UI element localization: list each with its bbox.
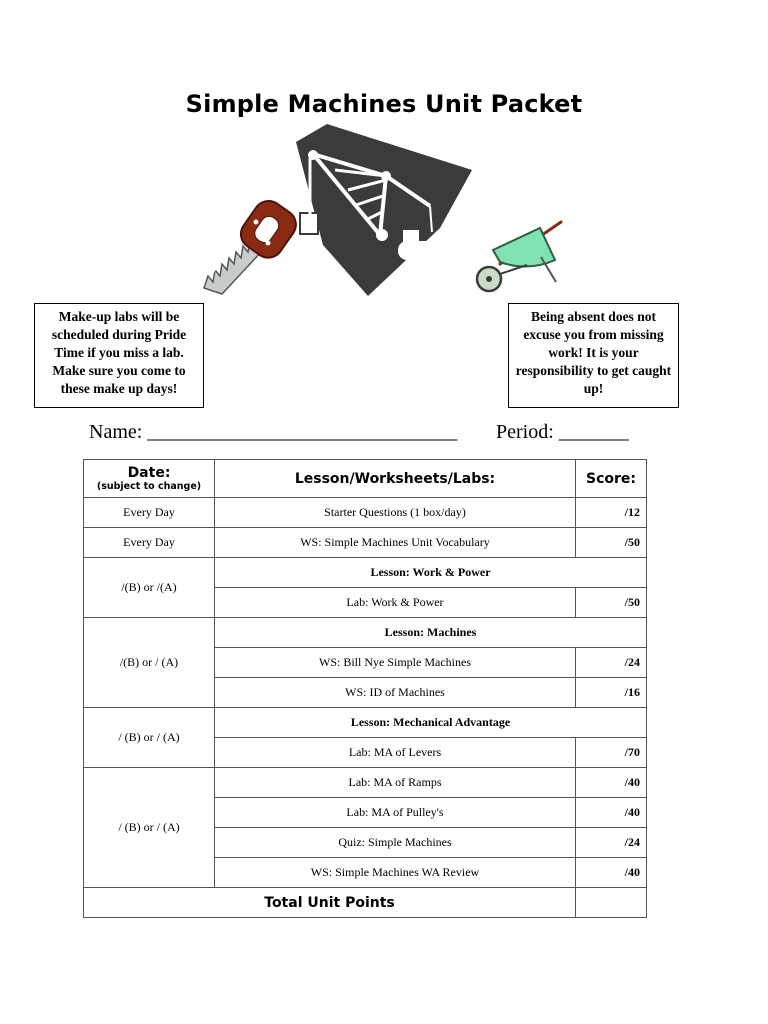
clipart-group xyxy=(0,0,768,300)
total-label-cell: Total Unit Points xyxy=(84,888,576,918)
lesson-heading-cell: Lesson: Work & Power xyxy=(215,558,647,588)
date-cell: Every Day xyxy=(84,528,215,558)
table-row xyxy=(84,708,647,738)
item-cell: Lab: MA of Levers xyxy=(215,738,576,768)
item-cell: WS: Bill Nye Simple Machines xyxy=(215,648,576,678)
table-row xyxy=(84,528,647,558)
total-row xyxy=(84,888,647,918)
score-cell: /16 xyxy=(576,678,647,708)
score-cell: /50 xyxy=(576,528,647,558)
score-cell: /50 xyxy=(576,588,647,618)
score-cell: /40 xyxy=(576,858,647,888)
score-cell: /12 xyxy=(576,498,647,528)
table-header-row xyxy=(84,460,647,498)
date-header-label: Date: xyxy=(127,464,171,481)
date-cell: / (B) or / (A) xyxy=(84,708,215,768)
score-cell: /40 xyxy=(576,768,647,798)
item-cell: Lab: MA of Ramps xyxy=(215,768,576,798)
item-cell: Starter Questions (1 box/day) xyxy=(215,498,576,528)
score-cell: /70 xyxy=(576,738,647,768)
table-row xyxy=(84,558,647,588)
date-column-header xyxy=(84,460,215,498)
item-cell: WS: Simple Machines Unit Vocabulary xyxy=(215,528,576,558)
item-cell: Lab: MA of Pulley's xyxy=(215,798,576,828)
item-cell: Quiz: Simple Machines xyxy=(215,828,576,858)
item-cell: WS: ID of Machines xyxy=(215,678,576,708)
absence-note: Being absent does not excuse you from missing work! It is your responsibility to get caught up! xyxy=(508,303,679,408)
page-title: Simple Machines Unit Packet xyxy=(185,90,583,118)
score-cell: /40 xyxy=(576,798,647,828)
item-cell: Lab: Work & Power xyxy=(215,588,576,618)
date-cell: /(B) or / (A) xyxy=(84,618,215,708)
lesson-heading-cell: Lesson: Mechanical Advantage xyxy=(215,708,647,738)
saw-icon xyxy=(204,195,302,294)
score-cell: /24 xyxy=(576,648,647,678)
table-row xyxy=(84,618,647,648)
makeup-labs-note: Make-up labs will be scheduled during Pride Time if you miss a lab. Make sure you come to these make up days! xyxy=(34,303,204,408)
date-cell: Every Day xyxy=(84,498,215,528)
name-field[interactable]: Name: _______________________________ xyxy=(89,421,458,443)
table-row xyxy=(84,768,647,798)
score-cell: /24 xyxy=(576,828,647,858)
date-header-note: (subject to change) xyxy=(96,480,202,492)
date-cell: /(B) or /(A) xyxy=(84,558,215,618)
lesson-heading-cell: Lesson: Machines xyxy=(215,618,647,648)
score-column-header: Score: xyxy=(576,460,647,498)
date-cell: / (B) or / (A) xyxy=(84,768,215,888)
table-row xyxy=(84,498,647,528)
lesson-column-header: Lesson/Worksheets/Labs: xyxy=(215,460,576,498)
wheelbarrow-icon xyxy=(477,222,561,291)
crane-icon xyxy=(296,124,472,296)
schedule-table xyxy=(83,459,647,918)
item-cell: WS: Simple Machines WA Review xyxy=(215,858,576,888)
total-score-cell[interactable] xyxy=(576,888,647,918)
period-field[interactable]: Period: _______ xyxy=(496,421,629,443)
